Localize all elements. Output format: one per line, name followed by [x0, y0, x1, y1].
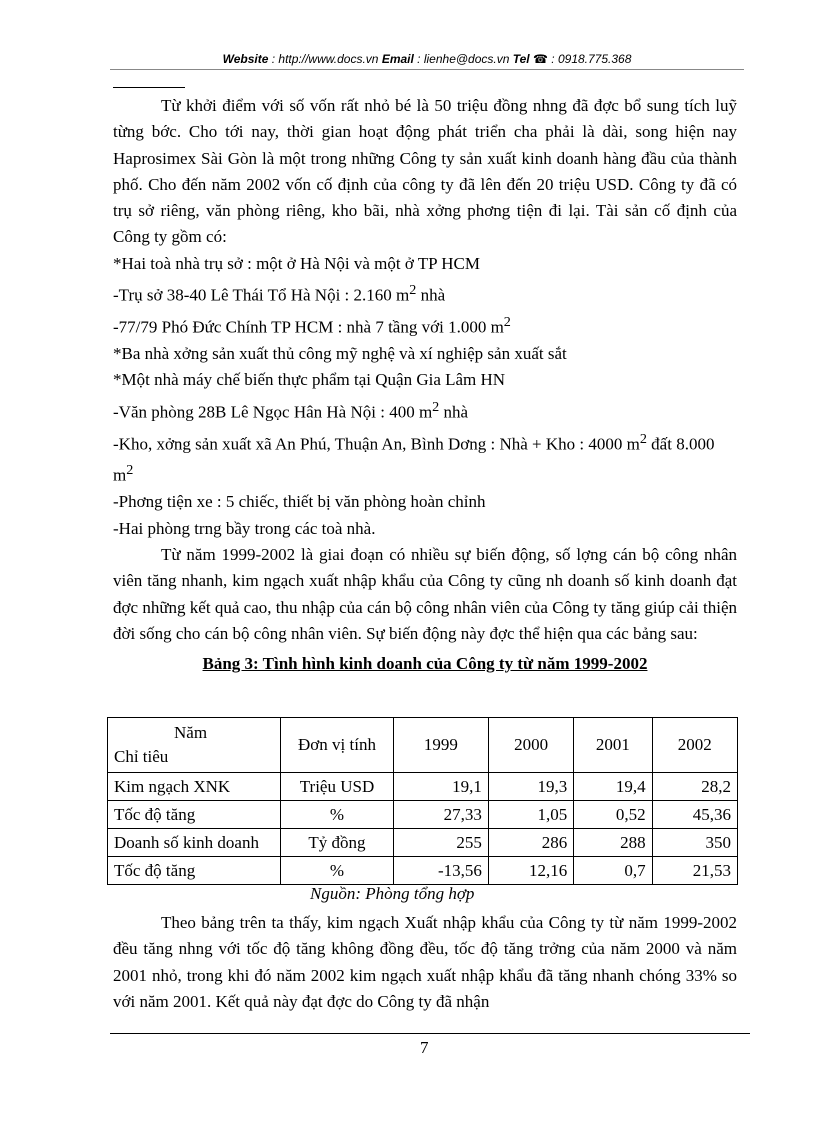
year-header: 2002 [652, 718, 737, 773]
row-unit: Tỷ đồng [281, 829, 394, 857]
row-value: 12,16 [488, 857, 573, 885]
header-divider [110, 69, 744, 70]
tel-label: Tel [512, 52, 530, 66]
row-value: -13,56 [394, 857, 489, 885]
unit-header: Đơn vị tính [281, 718, 394, 773]
website-value: : http://www.docs.vn [271, 52, 379, 66]
row-value: 286 [488, 829, 573, 857]
website-label: Website [222, 52, 269, 66]
business-table [107, 717, 738, 885]
year-header: 2000 [488, 718, 573, 773]
row-value: 19,3 [488, 773, 573, 801]
row-value: 19,1 [394, 773, 489, 801]
row-unit: % [281, 857, 394, 885]
row-value: 19,4 [574, 773, 652, 801]
year-header: 2001 [574, 718, 652, 773]
table-source: Nguồn: Phòng tổng hợp [310, 884, 475, 903]
table-header-row [108, 718, 738, 773]
asset-line-4: *Ba nhà xởng sản xuất thủ công mỹ nghệ và xí nghiệp sản xuất sắt [113, 343, 567, 363]
table-row [108, 829, 738, 857]
row-value: 0,7 [574, 857, 652, 885]
row-unit: Triệu USD [281, 773, 394, 801]
asset-line-9: -Hai phòng trng bầy trong các toà nhà. [113, 518, 376, 538]
page-header [110, 52, 744, 66]
row-value: 28,2 [652, 773, 737, 801]
table-row [108, 801, 738, 829]
asset-line-6: -Văn phòng 28B Lê Ngọc Hân Hà Nội : 400 $m^2$ nhà [113, 398, 469, 422]
row-value: 21,53 [652, 857, 737, 885]
corner-cell: Năm Chỉ tiêu [108, 718, 281, 773]
email-value: : lienhe@docs.vn [417, 52, 510, 66]
asset-line-8: -Phơng tiện xe : 5 chiếc, thiết bị văn phòng hoàn chỉnh [113, 492, 486, 512]
asset-line-3: -77/79 Phó Đức Chính TP HCM : nhà 7 tầng với 1.000 $m^2$ [113, 314, 511, 337]
body-text [113, 93, 737, 678]
row-value: 0,52 [574, 801, 652, 829]
body-text-2 [113, 910, 737, 1015]
table-row [108, 773, 738, 801]
short-divider [113, 87, 185, 88]
row-value: 288 [574, 829, 652, 857]
row-unit: % [281, 801, 394, 829]
tel-value: : 0918.775.368 [551, 52, 632, 66]
asset-line-5: *Một nhà máy chế biến thực phẩm tại Quận Gia Lâm HN [113, 370, 506, 390]
page-number: 7 [420, 1038, 429, 1057]
phone-icon: ☎ [533, 52, 548, 66]
paragraph-1: Từ khởi điểm với số vốn rất nhỏ bé là 50 triệu đồng nhng đã đợc bổ sung tích luỹ từng bớc. Cho tới nay, thời gian hoạt động phát triển cha phải là dài, song hiện nay Haprosimex Sài Gòn là một trong những Công ty sản xuất kinh doanh hàng đầu của thành phố. Cho đến năm 2002 vốn cố định của công ty đã lên đến 20 triệu USD. Công ty đã có trụ sở riêng, văn phòng riêng, kho bãi, nhà xởng phơng tiện đi lại. Tài sản cố định của Công ty gồm có: [113, 96, 737, 247]
asset-line-2: -Trụ sở 38-40 Lê Thái Tổ Hà Nội : 2.160 $m^2$ nhà [113, 282, 446, 305]
footer-divider [110, 1033, 750, 1034]
table-row [108, 857, 738, 885]
row-label: Tốc độ tăng [108, 801, 281, 829]
year-header: 1999 [394, 718, 489, 773]
table-caption: Bảng 3: Tình hình kinh doanh của Công ty từ năm 1999-2002 [202, 654, 648, 674]
row-value: 45,36 [652, 801, 737, 829]
email-label: Email [381, 52, 414, 66]
row-label: Doanh số kinh doanh [108, 829, 281, 857]
paragraph-2: Từ năm 1999-2002 là giai đoạn có nhiều sự biến động, số lợng cán bộ công nhân viên tăng nhanh, kim ngạch xuất nhập khẩu của Công ty cũng nh doanh số kinh doanh đạt đợc những kết quả cao, thu nhập của cán bộ công nhân viên của Công ty tăng giúp cải thiện đời sống cho cán bộ công nhân viên. Sự biến động này đợc thể hiện qua các bảng sau: [113, 545, 737, 643]
row-value: 255 [394, 829, 489, 857]
asset-line-7: -Kho, xởng sản xuất xã An Phú, Thuận An, Bình Dơng : Nhà + Kho : 4000 $m^2$ đất 8.000 $m^2$ [113, 430, 715, 486]
row-label: Kim ngạch XNK [108, 773, 281, 801]
paragraph-3: Theo bảng trên ta thấy, kim ngạch Xuất nhập khẩu của Công ty từ năm 1999-2002 đều tăng nhng với tốc độ tăng không đồng đều, tốc độ tăng trởng của năm 2000 và năm 2001 nhỏ, trong khi đó năm 2002 kim ngạch xuất nhập khẩu đã tăng nhanh chóng 33% so với năm 2001. Kết quả này đạt đợc do Công ty đã nhận [113, 913, 737, 1011]
row-value: 350 [652, 829, 737, 857]
row-label: Tốc độ tăng [108, 857, 281, 885]
row-value: 1,05 [488, 801, 573, 829]
asset-line-1: *Hai toà nhà trụ sở : một ở Hà Nội và một ở TP HCM [113, 253, 480, 273]
row-value: 27,33 [394, 801, 489, 829]
